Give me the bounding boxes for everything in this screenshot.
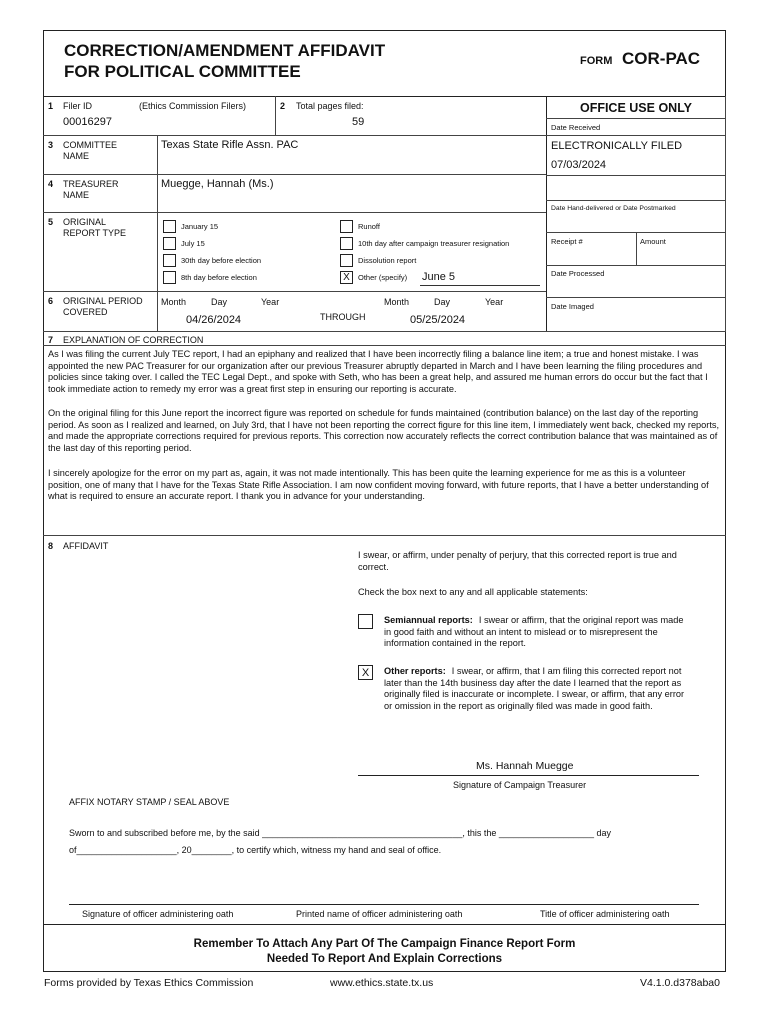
option-other: Other (specify) [358,273,408,282]
check-instruction: Check the box next to any and all applicable statements: [358,587,588,597]
footer-version: V4.1.0.d378aba0 [640,977,720,989]
treasurer-name-value: Muegge, Hannah (Ms.) [161,178,274,190]
field8-label: AFFIDAVIT [63,541,109,551]
divider-row1 [43,135,546,136]
officer-title-label: Title of officer administering oath [540,909,670,919]
field5-label2: REPORT TYPE [63,228,127,238]
field5-num: 5 [48,217,54,227]
field7-label: EXPLANATION OF CORRECTION [63,335,204,345]
committee-name-value: Texas State Rifle Assn. PAC [161,139,299,151]
divider-row7 [43,535,726,536]
divider-row8 [43,924,726,925]
other-specify-value: June 5 [422,271,456,283]
field3-label2: NAME [63,151,90,161]
from-year-label: Year [261,297,280,307]
to-month-label: Month [384,297,410,307]
office-divider-6 [546,297,726,298]
form-title-line1: CORRECTION/AMENDMENT AFFIDAVIT [64,41,386,60]
officer-printed-name-label: Printed name of officer administering oath [296,909,463,919]
period-from-value: 04/26/2024 [186,314,242,326]
footer-provider: Forms provided by Texas Ethics Commission [44,977,254,989]
electronically-filed: ELECTRONICALLY FILED [551,140,683,152]
office-title-divider [546,118,726,119]
swear-statement: I swear, or affirm, under penalty of perjury, that this corrected report is true and correct. [358,550,677,572]
semiannual-text: I swear or affirm, that the original report was made in good faith and without an intent to mislead or to misrepresent the information contained in the report. [384,615,684,649]
other-reports-statement [384,666,689,712]
field2-num: 2 [280,101,286,111]
sworn-line-1: Sworn to and subscribed before me, by the said ________________________________________, this the ___________________ day [69,828,611,838]
field1-note: (Ethics Commission Filers) [139,101,247,111]
divider-row3 [43,174,546,175]
divider-row6 [43,331,726,332]
explanation-paragraph-2: On the original filing for this June report the incorrect figure was reported on schedule for funds maintained (contribution balance) on the last day of the reporting period. As soon as I realized and learned, on July 3rd, that I have not been reporting the correct figure for this line item, I immediately went back, checked my reports, and made the appropriate corrections required for previous reports. This correction now accurately reflects the correct contribution balance that was maintained as of the last day of this reporting period. [48,408,720,453]
form-prefix: FORM [580,55,613,67]
filed-date: 07/03/2024 [551,159,607,171]
option-dissolution: Dissolution report [358,256,417,265]
option-30th-day: 30th day before election [181,256,262,265]
explanation-paragraph-3: I sincerely apologize for the error on my part as, again, it was not made intentionally. This has been quite the learning experience for me as this is a volunteer position, one of many that I have for the Texas State Rifle Association. I am now confident moving forward, with future reports, that I have a better understanding of what is required to ensure an accurate report. I thank you in advance for your understanding. [48,468,709,502]
form-title-line2: FOR POLITICAL COMMITTEE [64,62,301,81]
reminder-line1: Remember To Attach Any Part Of The Campaign Finance Report Form [193,938,576,950]
option-10th-day-after: 10th day after campaign treasurer resignation [358,239,510,248]
field3-num: 3 [48,140,54,150]
form-code: COR-PAC [622,49,701,68]
field8-num: 8 [48,541,54,551]
office-use-title: OFFICE USE ONLY [579,101,693,115]
date-processed-label: Date Processed [551,269,605,278]
checkbox-other[interactable]: X [340,271,353,284]
office-divider-5 [546,265,726,266]
checkbox-july-15[interactable] [163,237,176,250]
notary-stamp-label: AFFIX NOTARY STAMP / SEAL ABOVE [69,797,230,807]
treasurer-signature: Ms. Hannah Muegge [476,760,574,772]
checkbox-runoff[interactable] [340,220,353,233]
field4-num: 4 [48,179,54,189]
period-to-value: 05/25/2024 [410,314,466,326]
sworn-line-2: of____________________, 20________, to certify which, witness my hand and seal of office. [69,845,442,855]
office-divider-3 [546,200,726,201]
reminder-line2: Needed To Report And Explain Corrections [266,953,503,965]
other-reports-checkbox[interactable]: X [358,665,373,680]
field7-num: 7 [48,335,54,345]
checkbox-january-15[interactable] [163,220,176,233]
row1-divider [275,96,276,135]
amount-label: Amount [640,237,666,246]
footer-url[interactable]: www.ethics.state.tx.us [330,977,434,989]
checkbox-8th-day[interactable] [163,271,176,284]
officer-signature-label: Signature of officer administering oath [82,909,234,919]
field1-label: Filer ID [63,101,92,111]
officer-signature-line [69,904,699,905]
through-label: THROUGH [320,312,366,322]
header-divider [43,96,726,97]
receipt-amount-divider [636,232,637,265]
hand-delivered-label: Date Hand-delivered or Date Postmarked [551,205,676,212]
to-day-label: Day [434,297,451,307]
explanation-paragraph-1: As I was filing the current July TEC report, I had an epiphany and realized that I have been incorrectly filing a balance line item; a true and honest mistake. I was appointed the new PAC Treasurer for our organization after our previous Treasurer abruptly departed in March and I have been learning the filing procedures and policies since taking over. I called the TEC Legal Dept., and spoke with Seth, who has been a great help, and assured me human errors do occur but the fact that I took immediate action to remedy my error was a great first step in ensuring our reporting is accurate. [48,349,708,394]
checkbox-dissolution[interactable] [340,254,353,267]
field6-num: 6 [48,296,54,306]
other-reports-heading: Other reports: [384,666,446,676]
label-column-divider-6 [157,291,158,331]
option-8th-day: 8th day before election [181,273,257,282]
other-reports-text: I swear, or affirm, that I am filing this corrected report not later than the 14th business day after the date I learned that the report as originally filed is inaccurate or incomplete. I swear, or affirm, that any error or omission in the report as originally filed was made in good faith. [384,666,685,711]
office-right-edge [725,96,726,331]
total-pages-value: 59 [352,116,365,128]
option-july-15: July 15 [181,239,205,248]
date-imaged-label: Date Imaged [551,302,594,311]
field2-label: Total pages filed: [296,101,364,111]
field4-label1: TREASURER [63,179,119,189]
office-divider-1 [546,135,726,136]
option-runoff: Runoff [358,222,380,231]
to-year-label: Year [485,297,504,307]
office-divider-2 [546,175,726,176]
signature-label: Signature of Campaign Treasurer [453,780,587,790]
checkbox-10th-day-after[interactable] [340,237,353,250]
semiannual-statement [384,615,689,650]
checkbox-30th-day[interactable] [163,254,176,267]
field3-label1: COMMITTEE [63,140,117,150]
divider-row4 [43,212,546,213]
semiannual-checkbox[interactable] [358,614,373,629]
semiannual-heading: Semiannual reports: [384,615,473,625]
from-day-label: Day [211,297,228,307]
date-received-label: Date Received [551,123,601,132]
label-column-divider [157,135,158,291]
receipt-label: Receipt # [551,237,583,246]
divider-row5 [43,291,546,292]
field7-divider [43,345,726,346]
office-divider [546,96,547,331]
field6-label1: ORIGINAL PERIOD [63,296,143,306]
other-specify-underline [420,285,540,286]
field6-label2: COVERED [63,307,108,317]
field1-num: 1 [48,101,54,111]
field4-label2: NAME [63,190,90,200]
filer-id-value: 00016297 [63,116,112,128]
option-january-15: January 15 [181,222,219,231]
from-month-label: Month [161,297,187,307]
signature-line [358,775,699,776]
field5-label1: ORIGINAL [63,217,107,227]
